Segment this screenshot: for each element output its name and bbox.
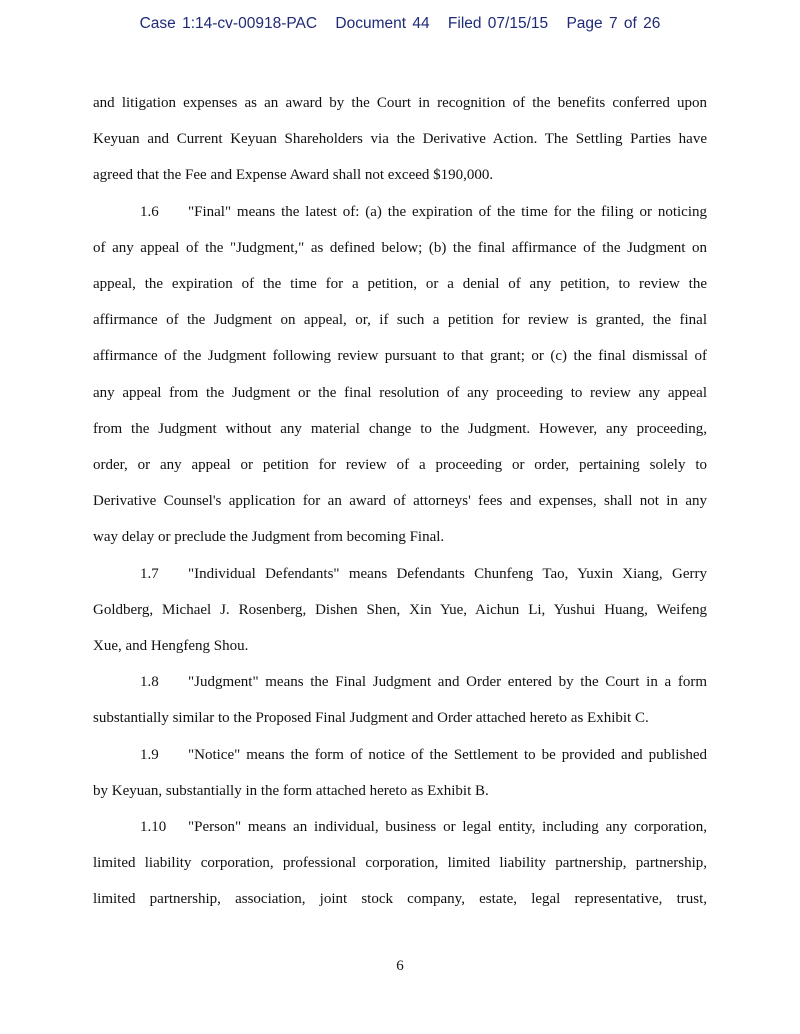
text-line: any appeal from the Judgment or the final resolution of any proceeding to review any appeal [93, 385, 707, 401]
text-line: affirmance of the Judgment on appeal, or, if such a petition for review is granted, the final [93, 312, 707, 328]
section-number: 1.6 [140, 204, 159, 220]
case-header [0, 15, 800, 33]
line-text: "Judgment" means the Final Judgment and Order entered by the Court in a form [188, 674, 707, 690]
filed-date: Filed 07/15/15 [447, 15, 549, 32]
page-number: 6 [396, 958, 404, 974]
text-line: by Keyuan, substantially in the form attached hereto as Exhibit B. [93, 783, 489, 799]
section-number: 1.8 [140, 674, 159, 690]
text-line: limited partnership, association, joint stock company, estate, legal representative, trust, [93, 891, 707, 907]
text-line: Xue, and Hengfeng Shou. [93, 638, 249, 654]
text-line: limited liability corporation, professional corporation, limited liability partnership, partnership, [93, 855, 707, 871]
text-line: substantially similar to the Proposed Final Judgment and Order attached hereto as Exhibit C. [93, 710, 649, 726]
section-number: 1.9 [140, 747, 159, 763]
section-number: 1.10 [140, 819, 167, 835]
text-line: and litigation expenses as an award by the Court in recognition of the benefits conferred upon [93, 95, 707, 111]
line-text: "Notice" means the form of notice of the Settlement to be provided and published [188, 747, 707, 763]
text-line: of any appeal of the "Judgment," as defined below; (b) the final affirmance of the Judgment on [93, 240, 707, 256]
case-number: Case 1:14-cv-00918-PAC [139, 15, 318, 32]
section-number: 1.7 [140, 566, 159, 582]
text-line: Keyuan and Current Keyuan Shareholders via the Derivative Action. The Settling Parties have [93, 131, 707, 147]
text-line: order, or any appeal or petition for review of a proceeding or order, pertaining solely to [93, 457, 707, 473]
line-text: "Final" means the latest of: (a) the expiration of the time for the filing or noticing [188, 204, 707, 220]
text-line: Goldberg, Michael J. Rosenberg, Dishen Shen, Xin Yue, Aichun Li, Yushui Huang, Weifeng [93, 602, 707, 618]
page-of: Page 7 of 26 [566, 15, 661, 32]
text-line: appeal, the expiration of the time for a petition, or a denial of any petition, to review the [93, 276, 707, 292]
line-text: "Individual Defendants" means Defendants Chunfeng Tao, Yuxin Xiang, Gerry [188, 566, 707, 582]
line-text: "Person" means an individual, business or legal entity, including any corporation, [188, 819, 707, 835]
text-line: Derivative Counsel's application for an award of attorneys' fees and expenses, shall not in any [93, 493, 707, 509]
document-number: Document 44 [335, 15, 430, 32]
text-line: agreed that the Fee and Expense Award shall not exceed $190,000. [93, 167, 494, 183]
text-line: from the Judgment without any material change to the Judgment. However, any proceeding, [93, 421, 707, 437]
text-line: affirmance of the Judgment following review pursuant to that grant; or (c) the final dismissal of [93, 348, 707, 364]
text-line: way delay or preclude the Judgment from becoming Final. [93, 529, 445, 545]
